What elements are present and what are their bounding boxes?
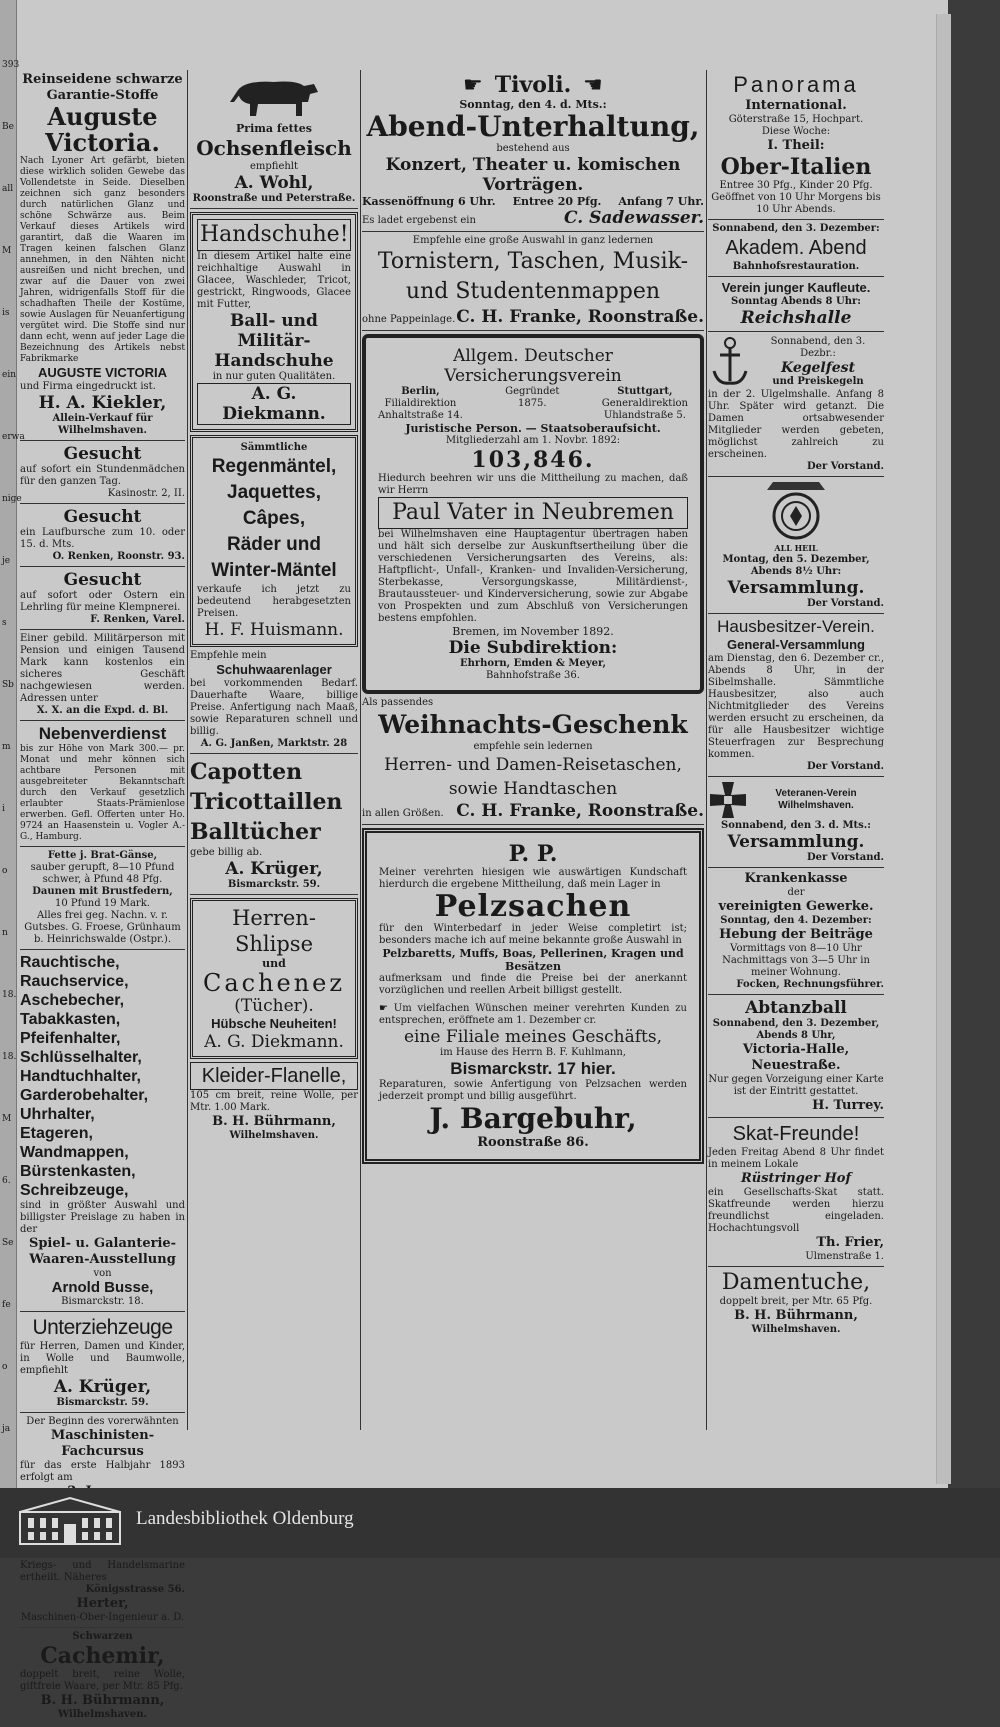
margin-fragment: m xyxy=(2,742,11,752)
margin-fragment: fe xyxy=(2,1300,11,1310)
ad-title: Panorama xyxy=(733,72,859,97)
library-name: Landesbibliothek Oldenburg xyxy=(136,1508,354,1529)
list-item: Handtuchhalter, xyxy=(20,1068,141,1085)
ad-kegelfest xyxy=(708,335,884,477)
ad-text: Pelzbaretts, Muffs, Boas, Pellerinen, Kragen und Besätzen xyxy=(382,947,684,973)
ad-title: Handschuhe! xyxy=(197,219,351,251)
ad-text: Sonntag Abends 8 Uhr: xyxy=(731,296,861,307)
ad-verein-junger-kaufleute xyxy=(708,280,884,332)
ad-text: Hübsche Neuheiten! xyxy=(211,1016,337,1031)
ad-title: Versammlung. xyxy=(727,832,865,852)
ad-address: Roonstraße 86. xyxy=(477,1135,589,1150)
column-2 xyxy=(190,72,358,1148)
ad-capotten xyxy=(190,757,358,895)
left-margin-strip xyxy=(0,0,25,1488)
ad-title: Schuhwaarenlager xyxy=(216,662,332,677)
ad-herren-shlipse xyxy=(190,898,358,1059)
list-item: Balltücher xyxy=(190,819,321,845)
list-item: Schreibzeuge, xyxy=(20,1182,129,1199)
ad-text: Entree 20 Pfg. xyxy=(512,195,602,208)
ad-title: Allgem. Deutscher Versicherungsverein xyxy=(444,346,622,386)
ad-ochsenfleisch xyxy=(190,72,358,209)
ad-title: Weihnachts-Geschenk xyxy=(378,710,688,739)
ad-text: ohne Pappeinlage. xyxy=(362,314,456,325)
ad-text: Mitgliederzahl am 1. Novbr. 1892: xyxy=(445,435,621,446)
ad-text: in nur guten Qualitäten. xyxy=(212,371,336,382)
ad-firm: B. H. Bührmann, xyxy=(734,1308,858,1323)
pointing-hand-icon: ☛ xyxy=(583,72,604,98)
ad-text: empfiehlt xyxy=(249,161,299,172)
ad-firm: C. H. Franke, Roonstraße. xyxy=(456,307,704,327)
ad-firm: Arnold Busse, xyxy=(51,1279,154,1296)
ad-text: gebe billig ab. xyxy=(190,847,263,858)
ad-city: Wilhelmshaven. xyxy=(751,1324,841,1335)
ad-text: Der Beginn des vorerwähnten xyxy=(26,1416,179,1427)
margin-fragment: o xyxy=(2,866,8,876)
ad-text: Es ladet ergebenst ein xyxy=(362,215,476,226)
ad-text: Diese Woche: xyxy=(761,126,831,137)
ad-address: Bismarckstr. 18. xyxy=(61,1296,144,1307)
ad-huismann xyxy=(190,435,358,647)
ad-body: Um vielfachen Wünschen meiner verehrten Kunden zu entsprechen, eröffnete am 1. Dezember cr. xyxy=(379,1003,687,1026)
margin-fragment: je xyxy=(2,556,11,566)
ad-body: doppelt breit, per Mtr. 65 Pfg. xyxy=(719,1296,873,1307)
ad-brat-gaense xyxy=(20,850,185,950)
ad-body: ein Gesellschafts-Skat statt. Skatfreunde werden hierzu freundlichst eingeladen. Hochachtungsvoll xyxy=(708,1187,884,1234)
ad-title: Skat-Freunde! xyxy=(732,1123,860,1145)
ad-subtitle: (Tücher). xyxy=(234,996,314,1016)
ad-title: Ochsenfleisch xyxy=(196,136,352,160)
ad-title: Cachemir, xyxy=(40,1643,165,1669)
ad-text: Kassenöffnung 6 Uhr. xyxy=(362,195,496,208)
ad-text: Abends 8½ Uhr: xyxy=(750,566,842,577)
list-item: Câpes, xyxy=(242,508,306,529)
ad-firm: A. G. Diekmann. xyxy=(204,1032,344,1052)
ad-body: bei Wilhelmshaven eine Hauptagentur übertragen haben und hält sich derselbe zur Auskunftsertheilung über die verschiedenen Versicherungsarten des Vereins, als: Haftpflicht-, Unfall-, Kranken- und Invaliden-Versicherung, Sterbekasse, Versorgungskasse, Militärdienst-, Brautaussteuer- und Kinderversicherung, sowie zur Abgabe von Prospekten und zum Abschluß von Versicherungen bestens empfohlen. xyxy=(378,529,688,624)
ad-text: Sonnabend, den 3. Dezember, Abends 8 Uhr, xyxy=(712,1018,880,1041)
trademark: AUGUSTE VICTORIA xyxy=(37,365,168,380)
ad-address: Bismarckstr. 59. xyxy=(56,1397,149,1408)
ad-kleider-flanelle xyxy=(190,1062,358,1145)
pointing-hand-icon: ☛ xyxy=(462,72,483,98)
ad-title: Spiel- u. Galanterie-Waaren-Ausstellung xyxy=(28,1236,177,1267)
margin-fragment: nige xyxy=(2,494,22,504)
ad-cachemir xyxy=(20,1631,185,1724)
ad-text: bestehend aus xyxy=(496,143,570,154)
ad-unterziehzeuge xyxy=(20,1315,185,1413)
ad-weihnachts xyxy=(362,697,704,825)
ad-text: 1875. xyxy=(517,398,547,409)
ad-krankenkasse xyxy=(708,871,884,995)
iron-cross-icon xyxy=(708,780,748,820)
item-list xyxy=(197,454,351,584)
ad-body: für den Winterbedarf in jeder Weise completirt ist; besonders mache ich auf meine bekannte große Auswahl in xyxy=(379,923,687,946)
ad-text: Bremen, im November 1892. xyxy=(452,625,614,638)
ad-text: Empfehle mein xyxy=(190,650,267,661)
ad-address: O. Renken, Roonstr. 93. xyxy=(52,551,185,562)
margin-fragment: n xyxy=(2,928,8,938)
ad-schuhwaaren xyxy=(190,650,358,754)
ad-text: Juristische Person. — Staatsoberaufsicht. xyxy=(405,422,661,435)
ad-body: aufmerksam und finde die Preise bei der anerkannt vorzüglichen und reellen Arbeit billigst gestellt. xyxy=(379,973,687,996)
ad-address: Ulmenstraße 1. xyxy=(805,1251,884,1262)
ad-subtitle: International. xyxy=(745,98,847,113)
list-item: Tricottaillen xyxy=(190,789,343,815)
list-item: Aschebecher, xyxy=(20,992,125,1009)
ad-title: Krankenkasse xyxy=(744,871,848,886)
ad-title: Kleider-Flanelle, xyxy=(190,1062,358,1090)
ad-signature: H. Turrey. xyxy=(812,1098,884,1113)
ad-text: im Hause des Herrn B. F. Kuhlmann, xyxy=(440,1047,626,1058)
ad-title: Herren-Shlipse xyxy=(232,906,316,956)
ad-text: empfehle sein ledernen xyxy=(473,741,593,752)
ad-firm: C. Sadewasser. xyxy=(564,208,704,228)
ad-text: und Firma eingedruckt ist. xyxy=(20,381,156,392)
ad-place: Rüstringer Hof xyxy=(740,1171,852,1186)
ad-title: Tivoli. xyxy=(494,72,572,98)
list-item: Pfeifenhalter, xyxy=(20,1030,121,1047)
ad-text: Stuttgart, xyxy=(617,386,673,397)
column-rule xyxy=(706,70,707,1430)
ad-text: Alles frei geg. Nachn. v. r. xyxy=(37,910,168,921)
ad-title: Abtanzball xyxy=(745,998,847,1018)
ad-text: und xyxy=(262,957,286,970)
library-building-logo xyxy=(18,1496,122,1546)
ad-subtitle: eine Filiale meines Geschäfts, xyxy=(403,1027,663,1047)
list-item: Etageren, xyxy=(20,1125,93,1142)
ad-text: von xyxy=(93,1268,112,1279)
ad-title: Verein junger Kaufleute. xyxy=(721,280,871,295)
ad-text: Sämmtliche xyxy=(240,442,308,453)
ad-text: Gegründet xyxy=(505,386,560,397)
ad-text: Prima fettes xyxy=(236,122,312,135)
margin-fragment: ein xyxy=(2,370,17,380)
ad-firm: A. Krüger, xyxy=(53,1377,152,1397)
ad-title: Pelzsachen xyxy=(434,889,632,924)
ad-title: Reichshalle xyxy=(740,308,852,328)
ad-text: und Preiskegeln xyxy=(772,376,864,387)
ad-title: Damentuche, xyxy=(721,1270,871,1295)
ad-title: Unterziehzeuge xyxy=(32,1316,173,1339)
ad-firm: C. H. Franke, Roonstraße. xyxy=(456,801,704,821)
ad-title: Daunen mit Brustfedern, xyxy=(32,886,173,897)
ad-subtitle: Herren- und Damen-Reisetaschen, sowie Handtaschen xyxy=(384,755,682,799)
ad-title: Kegelfest xyxy=(780,360,856,376)
ad-text: Sonnabend, den 3. Dezember: xyxy=(712,223,880,234)
club-badge-icon xyxy=(759,480,833,542)
ad-text: Anfang 7 Uhr. xyxy=(618,195,704,208)
ad-firm: Herter, xyxy=(76,1596,129,1611)
ad-body: Vormittags von 8—10 Uhr Nachmittags von 3—5 Uhr in meiner Wohnung. xyxy=(722,943,870,978)
ad-text: Bahnhofsrestauration. xyxy=(732,261,860,272)
ad-veteranen xyxy=(708,780,884,868)
ad-title: Auguste Victoria. xyxy=(45,102,160,157)
ad-gesucht-2 xyxy=(20,507,185,567)
ad-firm: B. H. Bührmann, xyxy=(212,1114,336,1129)
ad-firm: H. F. Huismann. xyxy=(204,620,344,640)
margin-fragment: 6. xyxy=(2,1176,11,1186)
ad-signature: Der Vorstand. xyxy=(806,761,884,772)
margin-fragment: 393 xyxy=(2,60,20,70)
ad-body: bis zur Höhe von Mark 300.— pr. Monat und mehr können sich achtbare Personen mit ausgebreiteter Bekanntschaft durch den Verkauf gesetzlich erlaubter Staats-Prämienlose erwerben. Gefl. Offerten unter Ho. 9724 an Haasenstein u. Vogler A.-G., Hamburg. xyxy=(20,744,185,842)
ad-body: bei vorkommenden Bedarf. Dauerhafte Waare, billige Preise. Anfertigung nach Maaß, sowie Reparaturen schnell und billig. xyxy=(190,678,358,737)
ad-text: Kriegs- und Handelsmarine ertheilt. Näheres xyxy=(20,1560,185,1583)
ad-akadem-abend xyxy=(708,223,884,277)
ad-body: Hiedurch beehren wir uns die Mittheilung zu machen, daß wir Herrn xyxy=(378,473,688,496)
ad-text: Sonnabend, den 3. d. Mts.: xyxy=(721,820,871,831)
ad-text: Empfehle eine große Auswahl in ganz ledernen xyxy=(412,235,654,246)
margin-fragment: 18. xyxy=(2,990,17,1000)
ad-firm: A. Wohl, xyxy=(234,173,314,193)
ad-tornistern xyxy=(362,235,704,331)
margin-fragment: Se xyxy=(2,1238,14,1248)
ad-title: Gesucht xyxy=(63,507,142,527)
ad-body: 105 cm breit, reine Wolle, per Mtr. 1.00 Mark. xyxy=(190,1090,358,1113)
ad-body: Nur gegen Vorzeigung einer Karte ist der Eintritt gestattet. xyxy=(708,1074,884,1097)
ad-gesucht-1 xyxy=(20,444,185,504)
margin-fragment: M xyxy=(2,1114,12,1124)
ad-signature: Focken, Rechnungsführer. xyxy=(736,979,884,990)
margin-fragment: 18. xyxy=(2,1052,17,1062)
ad-body: auf sofort ein Stundenmädchen für den ganzen Tag. xyxy=(20,464,185,487)
ad-body-row xyxy=(379,1003,687,1027)
ad-body: sind in größter Auswahl und billigster Preislage zu haben in der xyxy=(20,1200,185,1235)
ad-text: Anhaltstraße 14. xyxy=(378,410,463,421)
ad-title: Hausbesitzer-Verein. xyxy=(717,617,875,636)
ad-city: Wilhelmshaven. xyxy=(229,1130,319,1141)
list-item: Garderobehalter, xyxy=(20,1087,149,1104)
item-list xyxy=(190,757,358,847)
ad-title: Akadem. Abend xyxy=(725,237,867,259)
ad-firm: A. Krüger, xyxy=(225,859,323,879)
ox-icon xyxy=(224,72,324,122)
margin-fragment: o xyxy=(2,1362,8,1372)
ad-body: doppelt breit, reine Wolle, giftfreie Waare, per Mtr. 85 Pfg. xyxy=(20,1669,185,1692)
ad-firm: Die Subdirektion: xyxy=(448,638,618,658)
ad-address: Königsstrasse 56. xyxy=(85,1584,185,1595)
ad-title: vereinigten Gewerke. xyxy=(718,899,874,914)
margin-fragment: Sb xyxy=(2,680,14,690)
list-item: Schlüsselhalter, xyxy=(20,1049,142,1066)
ad-address: Bismarckstr. 17 hier. xyxy=(450,1059,616,1078)
column-4 xyxy=(708,72,884,1342)
ad-panorama xyxy=(708,72,884,220)
ad-pelzsachen xyxy=(362,828,704,1164)
ad-firm: A. G. Diekmann. xyxy=(197,383,351,425)
ad-body: Jeden Freitag Abend 8 Uhr findet in meinem Lokale xyxy=(708,1147,884,1170)
ad-title: Gesucht xyxy=(63,444,142,464)
list-item: Jaquettes, xyxy=(227,482,321,503)
ad-title: Abend-Unterhaltung, xyxy=(366,110,700,143)
ad-text: Generaldirektion xyxy=(601,398,688,409)
margin-fragment: erwa xyxy=(2,432,25,442)
ad-title: Versammlung. xyxy=(727,578,865,598)
ad-text: Berlin, xyxy=(401,386,440,397)
ad-abtanzball xyxy=(708,998,884,1118)
margin-fragment: is xyxy=(2,308,10,318)
ad-text: Sonntag, den 4. d. Mts.: xyxy=(459,98,607,111)
list-item: Regenmäntel, xyxy=(211,456,337,477)
ad-firm-sub: Allein-Verkauf für Wilhelmshaven. xyxy=(52,413,153,436)
ad-body: in der 2. Ulgelmshalle. Anfang 8 Uhr. Später wird getanzt. Die Damen ortsabwesender Mitglieder werden gebeten, möglichst zahlreich zu erscheinen. xyxy=(708,389,884,460)
list-item: Rauchservice, xyxy=(20,973,129,990)
ad-address: Bahnhofstraße 36. xyxy=(486,670,580,681)
badge-text: ALL HEIL xyxy=(774,543,818,553)
ad-address: F. Renken, Varel. xyxy=(90,614,185,625)
ad-handschuhe xyxy=(190,212,358,432)
column-rule xyxy=(360,70,361,1430)
pointing-hand-icon: ☛ xyxy=(379,1003,394,1014)
ad-text: Schwarzen xyxy=(72,1631,133,1642)
item-list xyxy=(20,953,185,1200)
ad-body: am Dienstag, den 6. Dezember cr., Abends 8 Uhr, in der Sibelmshalle. Sämmtliche Hausbesitzer, also auch Nichtmitglieder des Vereins werden ersucht zu erscheinen, da für alle Hausbesitzer wichtige Steuerfragen zur Besprechung kommen. xyxy=(708,653,884,760)
list-item: Bürstenkasten, xyxy=(20,1163,136,1180)
ad-militaerperson xyxy=(20,633,185,721)
ad-subtitle: Ball- und Militär-Handschuhe xyxy=(214,311,334,371)
margin-fragment: i xyxy=(2,804,5,814)
ad-tivoli xyxy=(362,72,704,232)
ad-title: P. P. xyxy=(508,841,558,867)
margin-fragment: s xyxy=(2,618,7,628)
ad-title: Fette j. Brat-Gänse, xyxy=(47,850,158,861)
ad-title: Maschinisten-Fachcursus xyxy=(50,1428,155,1459)
ad-title: Gesucht xyxy=(63,570,142,590)
ad-text: Sonnabend, den 3. Dezbr.: xyxy=(770,336,866,359)
ad-body: für Herren, Damen und Kinder, in Wolle und Baumwolle, empfiehlt xyxy=(20,1341,185,1376)
page-edge xyxy=(936,14,951,1484)
ad-text: Sonntag, den 4. Dezember: xyxy=(720,915,872,926)
ad-address: X. X. an die Expd. d. Bl. xyxy=(36,705,169,716)
ad-nebenverdienst xyxy=(20,724,185,847)
ad-headline: Reinseidene schwarze Garantie-Stoffe xyxy=(22,72,183,103)
member-count: 103,846. xyxy=(471,447,595,473)
list-item: Capotten xyxy=(190,759,303,785)
ad-signature: Der Vorstand. xyxy=(806,461,884,472)
ad-signature: Th. Frier, xyxy=(816,1235,884,1250)
ad-address: Bismarckstr. 59. xyxy=(227,879,321,890)
ad-hausbesitzer xyxy=(708,617,884,777)
ad-text: Als passendes xyxy=(362,697,434,708)
ad-damentuche xyxy=(708,1270,884,1339)
ad-body: ein Laufbursche zum 10. oder 15. d. Mts. xyxy=(20,527,185,550)
margin-fragment: ja xyxy=(2,1424,11,1434)
margin-fragment: all xyxy=(2,184,14,194)
ad-text: Uhlandstraße 5. xyxy=(603,410,686,421)
column-1 xyxy=(20,72,185,1727)
margin-fragment: Be xyxy=(2,122,14,132)
ad-body: verkaufe ich jetzt zu bedeutend herabgesetzten Preisen. xyxy=(197,584,351,619)
column-rule xyxy=(187,70,188,1430)
anchor-emblem-icon xyxy=(708,335,752,389)
ad-text: Maschinen-Ober-Ingenieur a. D. xyxy=(20,1612,185,1623)
ad-text: sauber gerupft, 8—10 Pfund schwer, à Pfund 48 Pfg. xyxy=(30,862,175,885)
ad-firm: Gutsbes. G. Froese, Grünhaum b. Heinrichswalde (Ostpr.). xyxy=(24,922,181,945)
ad-body: Einer gebild. Militärperson mit Pension und einigen Tausend Mark kann kostenlos ein sicheres Geschäft nachgewiesen werden. Adressen unter xyxy=(20,633,185,704)
ad-subtitle: General-Versammlung xyxy=(727,637,865,652)
ad-firm: J. Bargebuhr, xyxy=(429,1102,637,1135)
ad-body: Meiner verehrten hiesigen wie auswärtigen Kundschaft hierdurch die ergebene Mittheilung, daß mein Lager in xyxy=(379,867,687,890)
list-item: Uhrhalter, xyxy=(20,1106,95,1123)
list-item: Winter-Mäntel xyxy=(211,560,337,581)
ad-body: Entree 30 Pfg., Kinder 20 Pfg. Geöffnet von 10 Uhr Morgens bis 10 Uhr Abends. xyxy=(711,180,881,215)
ad-signature: Der Vorstand. xyxy=(806,598,884,609)
ad-versicherungsverein xyxy=(362,334,704,694)
ad-body: In diesem Artikel halte eine reichhaltige Auswahl in Glacee, Waschleder, Tricot, gestrickt, Ringwoods, Glacee mit Futter, xyxy=(197,251,351,310)
ad-body: auf sofort oder Ostern ein Lehrling für meine Klempnerei. xyxy=(20,590,185,613)
ad-title: Tornistern, Taschen, Musik- und Studentenmappen xyxy=(377,249,689,304)
margin-fragment: M xyxy=(2,246,12,256)
ad-auguste-victoria xyxy=(20,72,185,441)
ad-body: Reparaturen, sowie Anfertigung von Pelzsachen werden jederzeit prompt und billig ausgeführt. xyxy=(379,1079,687,1102)
list-item: Wandmappen, xyxy=(20,1144,129,1161)
ad-title: Cachenez xyxy=(202,969,346,997)
ad-all-heil xyxy=(708,480,884,614)
ad-firm: H. A. Kiekler, xyxy=(38,393,167,413)
ad-text: für das erste Halbjahr 1893 erfolgt am xyxy=(20,1460,185,1483)
ad-firm: A. G. Janßen, Marktstr. 28 xyxy=(200,738,348,749)
ad-city: Wilhelmshaven. xyxy=(778,800,854,811)
ad-text: in allen Größen. xyxy=(362,808,444,819)
ad-gesucht-3 xyxy=(20,570,185,630)
ad-text: der xyxy=(787,887,805,898)
ad-subtitle: Konzert, Theater u. komischen Vorträgen. xyxy=(385,155,681,195)
column-3 xyxy=(362,72,704,1167)
ad-subtitle: Victoria-Halle, Neuestraße. xyxy=(742,1042,850,1073)
ad-subtitle: Paul Vater in Neubremen xyxy=(378,497,688,529)
ad-address: Göterstraße 15, Hochpart. xyxy=(728,114,864,125)
ad-city: Wilhelmshaven. xyxy=(58,1709,147,1720)
ad-text: Filialdirektion xyxy=(384,398,457,409)
list-item: Tabakkasten, xyxy=(20,1011,121,1028)
ad-address: Kasinostr. 2, II. xyxy=(107,488,185,499)
list-item: Rauchtische, xyxy=(20,954,120,971)
list-item: Räder und xyxy=(227,534,321,555)
ad-text: Ehrhorn, Emden & Meyer, xyxy=(459,658,607,669)
ad-text: 10 Pfund 19 Mark. xyxy=(55,898,150,909)
ad-body: Nach Lyoner Art gefärbt, bieten diese wirklich soliden Gewebe das Vollendetste in Seide. Dieselben zeichnen sich ganz besonders durch natürlichen Glanz und schöne Schwärze aus. Beim Verkauf dieses Artikels wird garantirt, daß die Waaren im Tragen keinen falschen Glanz annehmen, in den Nähten nicht ausreißen und nicht brechen, und zwar auf die Dauer von zwei Jahren, widrigenfalls Stoff für die schadhaften Theile der Kostüme, sowie Auslagen für Neuanfertigung vergütet wird. Die Stoffe sind nur dann echt, wenn auf jeder Lage die Bezeichnung des Artikels nebst Fabrikmarke xyxy=(20,156,185,364)
ad-title: Ober-Italien xyxy=(720,154,872,180)
library-footer xyxy=(0,1488,1000,1558)
ad-skat-freunde xyxy=(708,1121,884,1267)
ad-firm: B. H. Bührmann, xyxy=(40,1693,165,1708)
ad-address: Roonstraße und Peterstraße. xyxy=(192,193,356,204)
ad-title: Veteranen-Verein xyxy=(775,788,857,799)
ad-text: I. Theil: xyxy=(767,138,825,153)
ad-arnold-busse xyxy=(20,953,185,1312)
ad-title: Nebenverdienst xyxy=(38,724,167,743)
ad-subtitle: Hebung der Beiträge xyxy=(719,927,873,942)
ad-text: Montag, den 5. Dezember, xyxy=(722,554,870,565)
ad-signature: Der Vorstand. xyxy=(806,852,884,863)
